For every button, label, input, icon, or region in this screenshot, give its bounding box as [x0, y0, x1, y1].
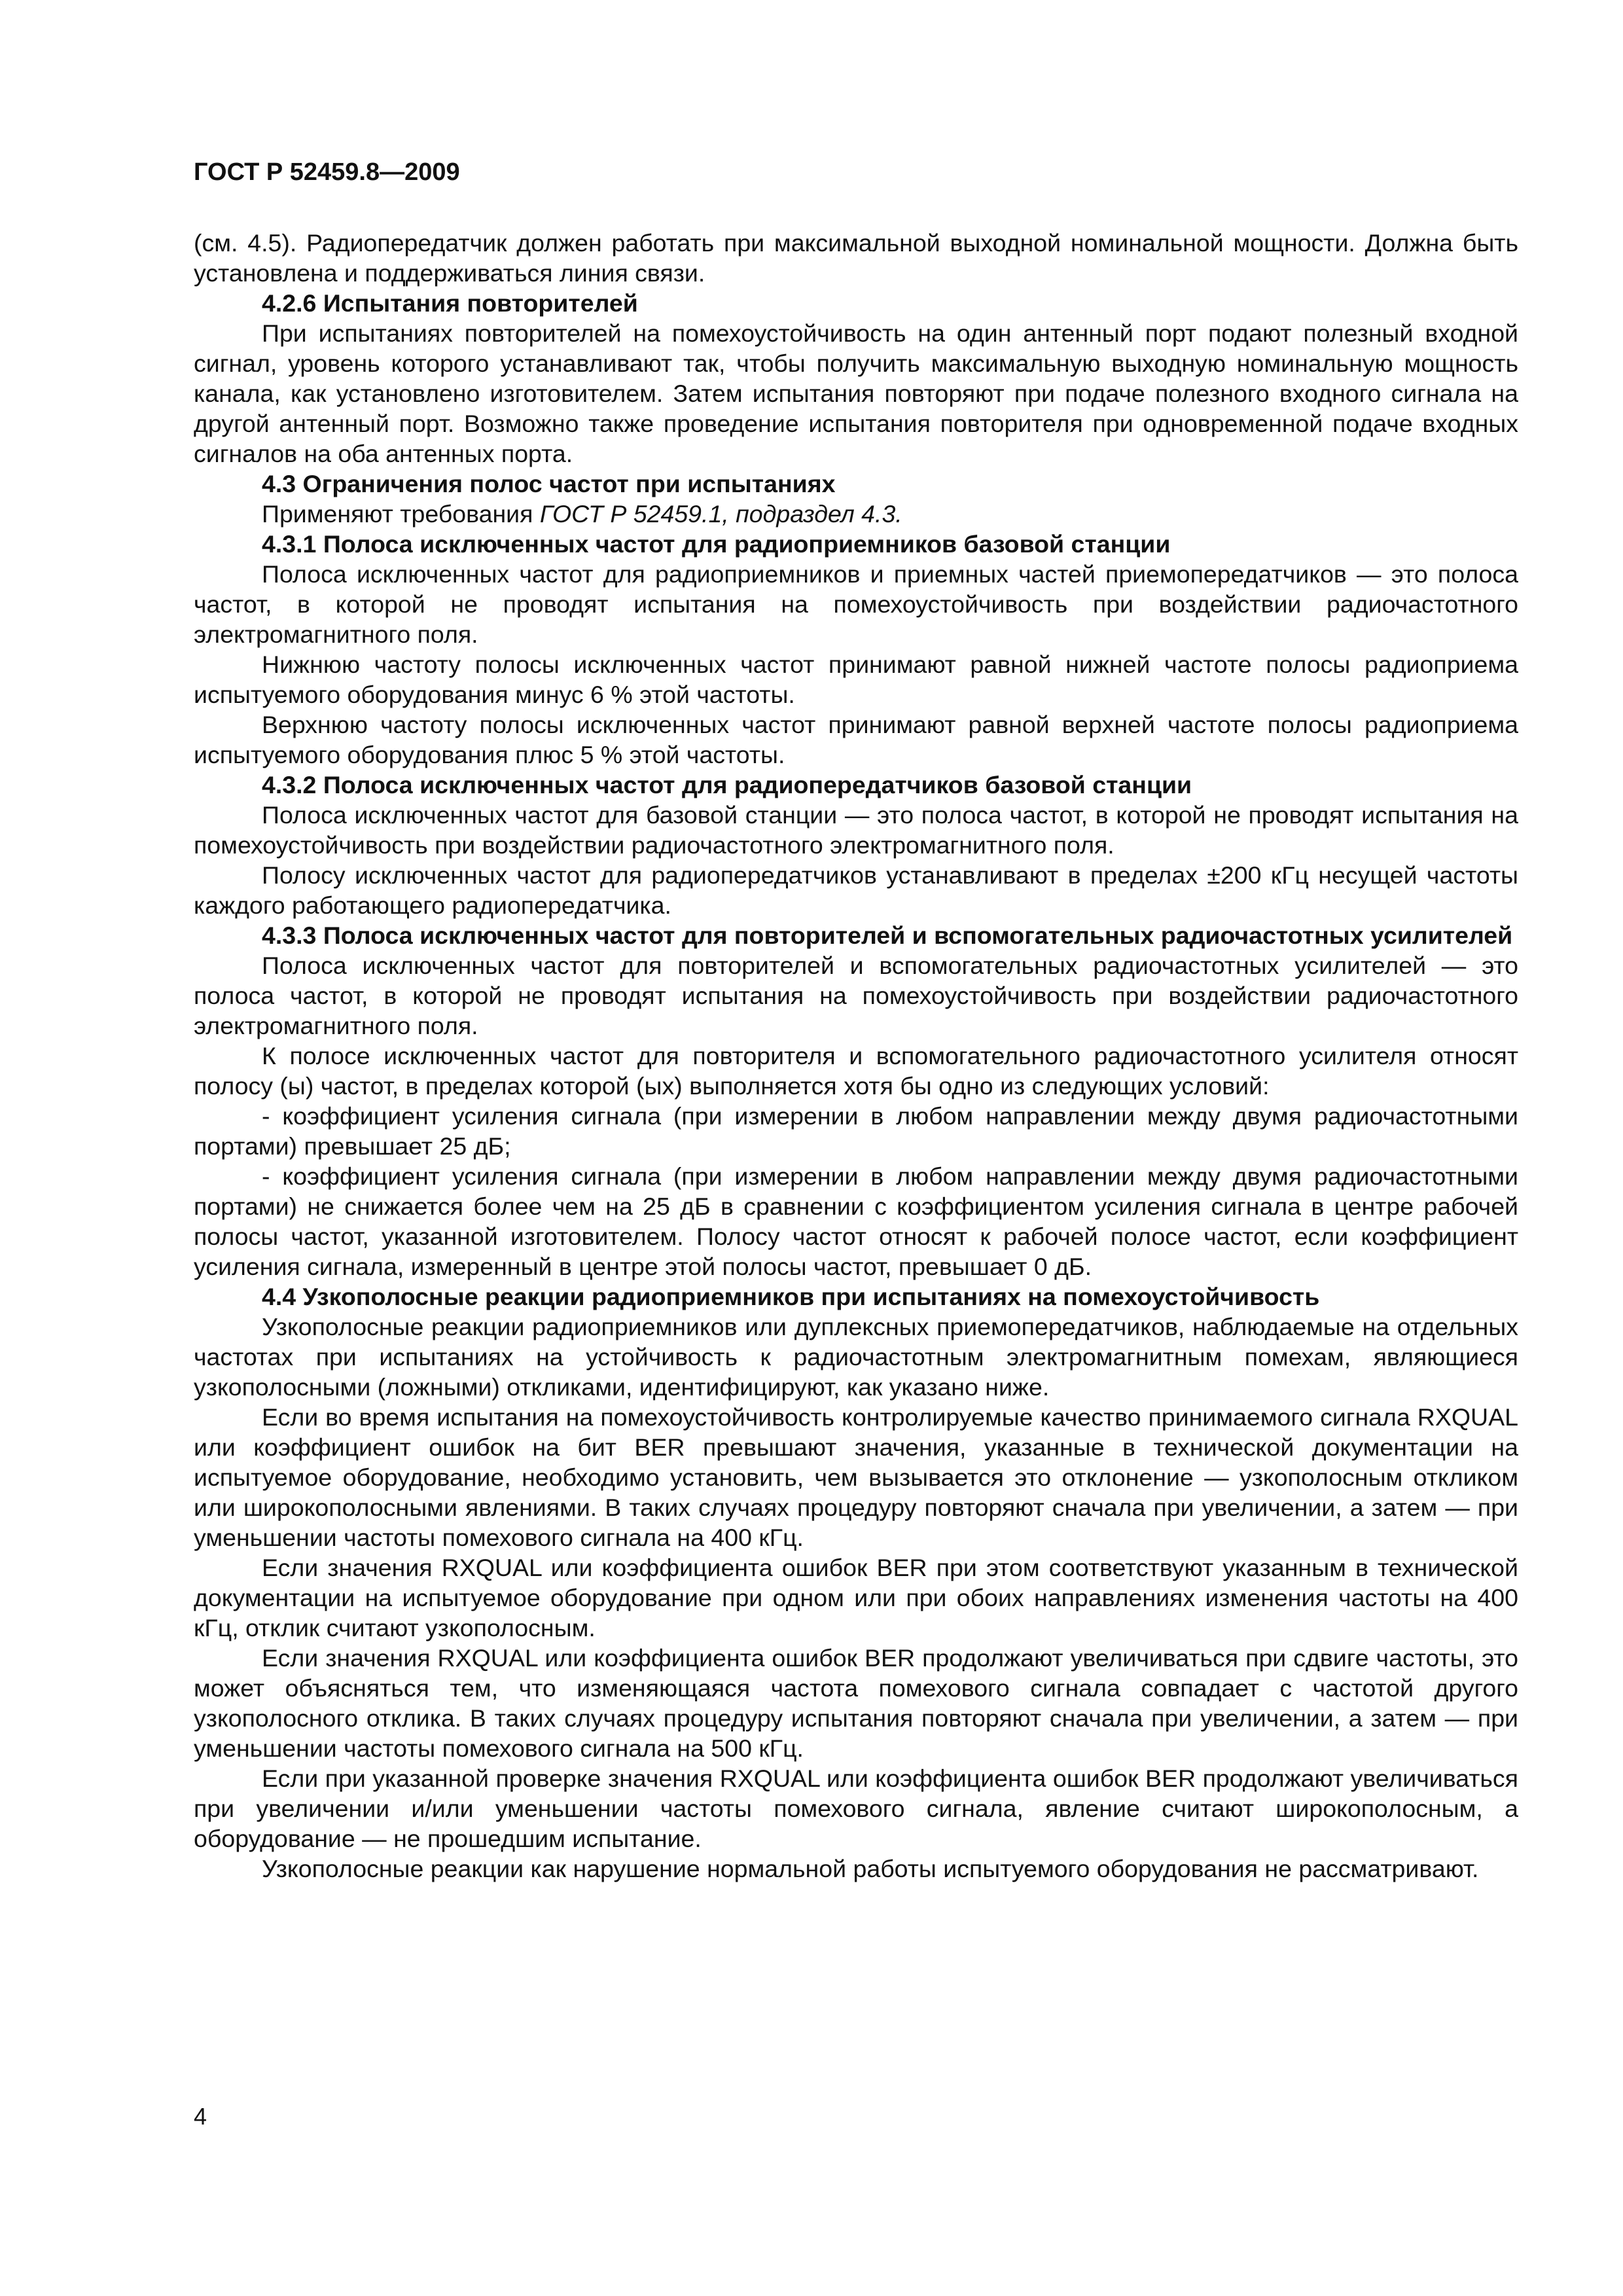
section-heading-4-4: 4.4 Узкополосные реакции радиоприемников при испытаниях на помехоустойчивость — [262, 1283, 1320, 1310]
paragraph: Верхнюю частоту полосы исключенных частот принимают равной верхней частоте полосы радиоприема испытуемого оборудования плюс 5 % этой частоты. — [194, 711, 1518, 768]
list-item: - коэффициент усиления сигнала (при измерении в любом направлении между двумя радиочастотными портами) превышает 25 дБ; — [194, 1102, 1518, 1160]
paragraph-text: Применяют требования — [262, 500, 540, 528]
paragraph: Если во время испытания на помехоустойчивость контролируемые качество принимаемого сигнала RXQUAL или коэффициент ошибок на бит BER превышают значения, указанные в технической документации на испытуемое оборудование, необходимо установить, чем вызывается это отклонение — узкополосным откликом или широкополосными явлениями. В таких случаях процедуру повторяют сначала при увеличении, а затем — при уменьшении частоты помехового сигнала на 400 кГц. — [194, 1403, 1518, 1551]
section-heading-4-3-3: 4.3.3 Полоса исключенных частот для повторителей и вспомогательных радиочастотных усилителей — [262, 922, 1513, 949]
document-page — [194, 157, 1518, 1884]
document-body — [194, 228, 1518, 1884]
paragraph: К полосе исключенных частот для повторителя и вспомогательного радиочастотного усилителя относят полосу (ы) частот, в пределах которой (ых) выполняется хотя бы одно из следующих условий: — [194, 1042, 1518, 1100]
paragraph: Полосу исключенных частот для радиопередатчиков устанавливают в пределах ±200 кГц несущей частоты каждого работающего радиопередатчика. — [194, 861, 1518, 919]
section-heading-4-2-6: 4.2.6 Испытания повторителей — [262, 289, 638, 317]
paragraph: Если при указанной проверке значения RXQUAL или коэффициента ошибок BER продолжают увеличиваться при увеличении и/или уменьшении частоты помехового сигнала, явление считают широкополосным, а оборудование — не прошедшим испытание. — [194, 1765, 1518, 1852]
section-heading-4-3: 4.3 Ограничения полос частот при испытаниях — [262, 470, 836, 497]
paragraph: Полоса исключенных частот для базовой станции — это полоса частот, в которой не проводят испытания на помехоустойчивость при воздействии радиочастотного электромагнитного поля. — [194, 801, 1518, 859]
document-header-code: ГОСТ Р 52459.8—2009 — [194, 158, 460, 186]
paragraph: (см. 4.5). Радиопередатчик должен работать при максимальной выходной номинальной мощности. Должна быть установлена и поддерживаться линия связи. — [194, 229, 1518, 287]
paragraph: Если значения RXQUAL или коэффициента ошибок BER при этом соответствуют указанным в технической документации на испытуемое оборудование при одном или при обоих направлениях изменения частоты на 400 кГц, отклик считают узкополосным. — [194, 1554, 1518, 1641]
paragraph: Полоса исключенных частот для повторителей и вспомогательных радиочастотных усилителей — это полоса частот, в которой не проводят испытания на помехоустойчивость при воздействии радиочастотного электромагнитного поля. — [194, 952, 1518, 1039]
list-item: - коэффициент усиления сигнала (при измерении в любом направлении между двумя радиочастотными портами) не снижается более чем на 25 дБ в сравнении с коэффициентом усиления сигнала в центре рабочей полосы частот, указанной изготовителем. Полосу частот относят к рабочей полосе частот, если коэффициент усиления сигнала, измеренный в центре этой полосы частот, превышает 0 дБ. — [194, 1162, 1518, 1280]
paragraph: Если значения RXQUAL или коэффициента ошибок BER продолжают увеличиваться при сдвиге частоты, это может объясняться тем, что изменяющаяся частота помехового сигнала совпадает с частотой другого узкополосного отклика. В таких случаях процедуру испытания повторяют сначала при увеличении, а затем — при уменьшении частоты помехового сигнала на 500 кГц. — [194, 1644, 1518, 1762]
page-number: 4 — [194, 2103, 207, 2130]
paragraph: При испытаниях повторителей на помехоустойчивость на один антенный порт подают полезный входной сигнал, уровень которого устанавливают так, чтобы получить максимальную выходную номинальную мощность канала, как установлено изготовителем. Затем испытания повторяют при подаче полезного входного сигнала на другой антенный порт. Возможно также проведение испытания повторителя при одновременной подаче входных сигналов на оба антенных порта. — [194, 319, 1518, 467]
standard-reference: ГОСТ Р 52459.1, подраздел 4.3. — [539, 500, 902, 528]
paragraph: Полоса исключенных частот для радиоприемников и приемных частей приемопередатчиков — это полоса частот, в которой не проводят испытания на помехоустойчивость при воздействии радиочастотного электромагнитного поля. — [194, 560, 1518, 648]
paragraph: Нижнюю частоту полосы исключенных частот принимают равной нижней частоте полосы радиоприема испытуемого оборудования минус 6 % этой частоты. — [194, 651, 1518, 708]
paragraph: Узкополосные реакции как нарушение нормальной работы испытуемого оборудования не рассматривают. — [262, 1855, 1479, 1882]
paragraph-requirements-reference — [194, 499, 1518, 529]
paragraph: Узкополосные реакции радиоприемников или дуплексных приемопередатчиков, наблюдаемые на отдельных частотах при испытаниях на устойчивость к радиочастотным электромагнитным помехам, являющиеся узкополосными (ложными) откликами, идентифицируют, как указано ниже. — [194, 1313, 1518, 1401]
section-heading-4-3-2: 4.3.2 Полоса исключенных частот для радиопередатчиков базовой станции — [262, 771, 1192, 798]
section-heading-4-3-1: 4.3.1 Полоса исключенных частот для радиоприемников базовой станции — [262, 530, 1171, 558]
